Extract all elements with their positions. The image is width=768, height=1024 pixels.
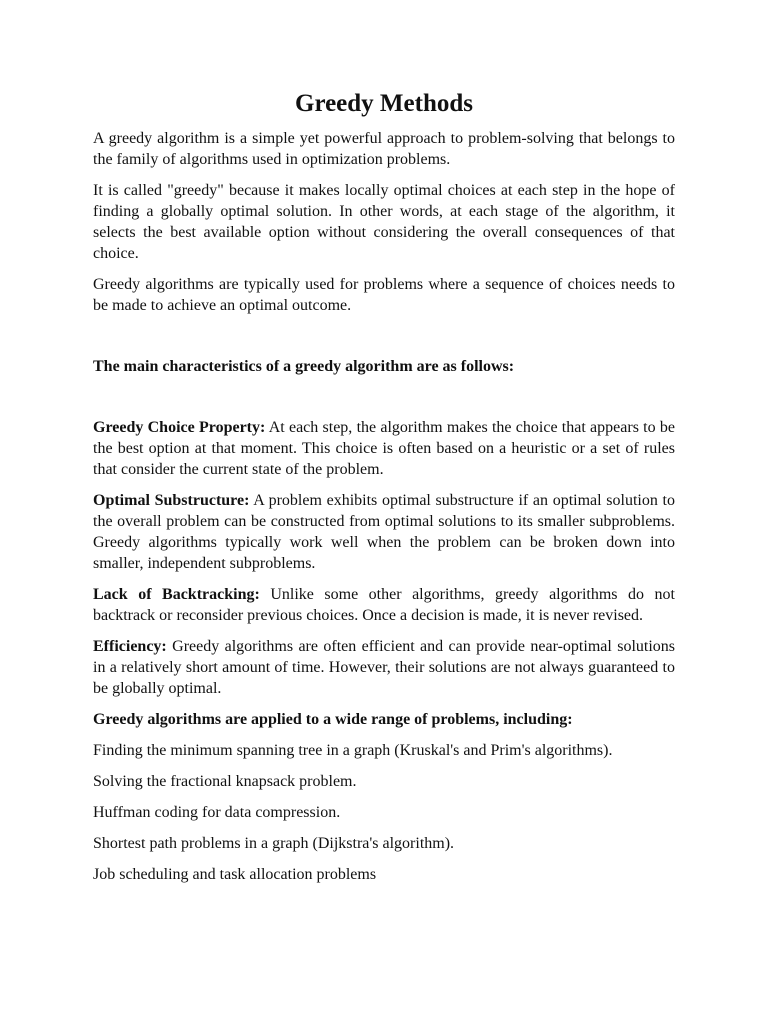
characteristic-term: Optimal Substructure:: [93, 492, 250, 509]
intro-paragraph: Greedy algorithms are typically used for problems where a sequence of choices needs to be made to achieve an optimal outcome.: [93, 276, 675, 314]
characteristic-paragraph: [93, 490, 675, 574]
characteristic-paragraph: [93, 584, 675, 626]
characteristics-heading: The main characteristics of a greedy algorithm are as follows:: [93, 358, 515, 375]
intro-paragraph: It is called "greedy" because it makes locally optimal choices at each step in the hope of finding a globally optimal solution. In other words, at each stage of the algorithm, it selects the best available option without considering the overall consequences of that choice.: [93, 182, 675, 262]
characteristic-paragraph: [93, 636, 675, 699]
application-item: Solving the fractional knapsack problem.: [93, 773, 357, 790]
characteristic-text: A problem exhibits optimal substructure if an optimal solution to the overall problem can be constructed from optimal solutions to its smaller subproblems. Greedy algorithms typically work well when the problem can be broken down into smaller, independent subproblems.: [93, 492, 676, 572]
document-page: [93, 86, 675, 895]
intro-paragraph: A greedy algorithm is a simple yet powerful approach to problem-solving that belongs to the family of algorithms used in optimization problems.: [93, 130, 675, 168]
application-item: Job scheduling and task allocation problems: [93, 866, 377, 883]
characteristic-term: Greedy Choice Property:: [93, 419, 266, 436]
applications-heading: Greedy algorithms are applied to a wide range of problems, including:: [93, 711, 573, 728]
application-item: Huffman coding for data compression.: [93, 804, 341, 821]
characteristic-paragraph: [93, 417, 675, 480]
characteristic-term: Efficiency:: [93, 638, 167, 655]
characteristic-text: Greedy algorithms are often efficient and can provide near-optimal solutions in a relatively short amount of time. However, their solutions are not always guaranteed to be globally optimal.: [93, 638, 675, 697]
page-title: Greedy Methods: [295, 90, 473, 117]
characteristic-term: Lack of Backtracking:: [93, 586, 260, 603]
application-item: Finding the minimum spanning tree in a graph (Kruskal's and Prim's algorithms).: [93, 742, 613, 759]
application-item: Shortest path problems in a graph (Dijkstra's algorithm).: [93, 835, 455, 852]
characteristic-text: At each step, the algorithm makes the choice that appears to be the best option at that moment. This choice is often based on a heuristic or a set of rules that consider the current state of the problem.: [93, 419, 675, 478]
characteristic-text: Unlike some other algorithms, greedy algorithms do not backtrack or reconsider previous choices. Once a decision is made, it is never revised.: [93, 586, 675, 624]
